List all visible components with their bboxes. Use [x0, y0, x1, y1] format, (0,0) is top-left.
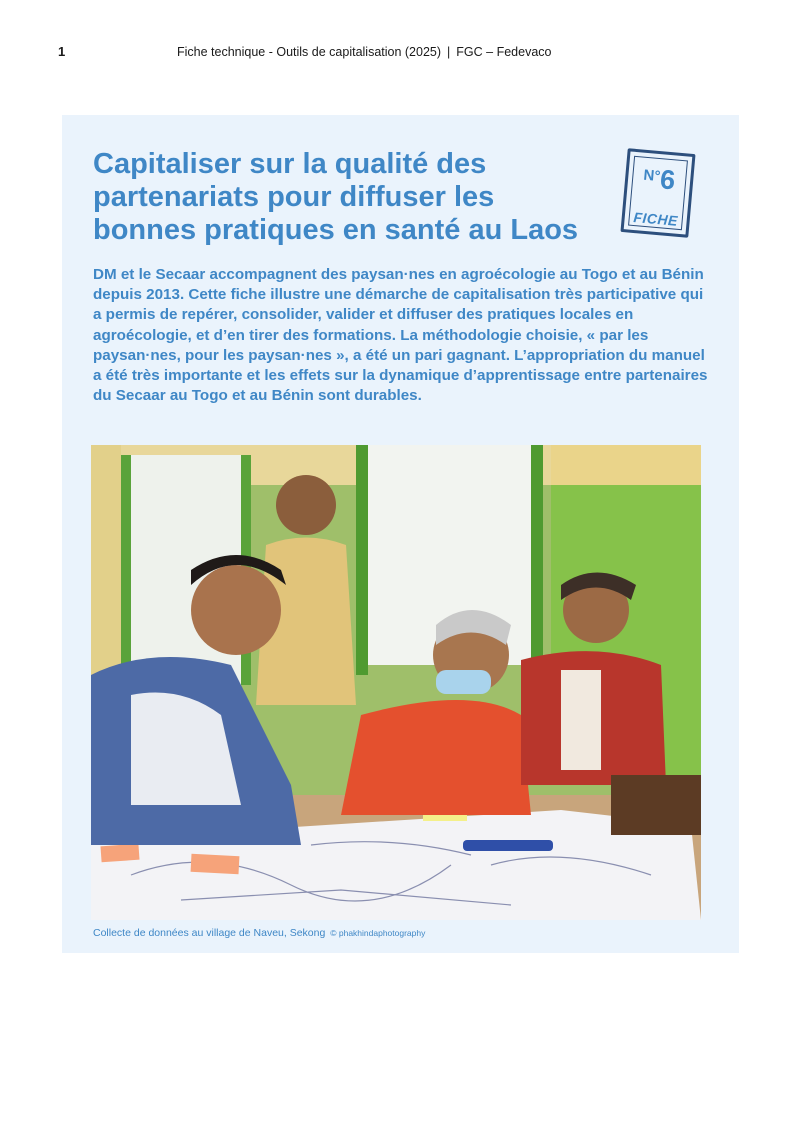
- header-organizations: FGC – Fedevaco: [456, 45, 552, 59]
- page-number: 1: [58, 44, 66, 59]
- running-title: Fiche technique - Outils de capitalisation (2025): [177, 45, 442, 59]
- fiche-card: [62, 115, 739, 953]
- header-separator: |: [447, 45, 451, 59]
- caption-text: Collecte de données au village de Naveu, Sekong: [93, 927, 326, 939]
- running-header: [177, 45, 551, 59]
- fiche-intro: DM et le Secaar accompagnent des paysan·nes en agroécologie au Togo et au Bénin depuis 2013. Cette fiche illustre une démarche de capitalisation très participative qui a permis de repérer, consolider, valider et diffuser des pratiques locales en agroécologie, et d’en tirer des formations. La méthodologie choisie, « par les paysan·nes, pour les paysan·nes », a été un pari gagnant. L’appropriation du manuel a été très importante et les effets sur la dynamique d’apprentissage entre partenaires du Secaar au Togo et au Bénin sont durables.: [93, 266, 708, 405]
- photo-caption: [93, 927, 425, 939]
- badge-number: [627, 161, 691, 197]
- badge-value: 6: [658, 164, 677, 196]
- badge-label: FICHE: [632, 208, 679, 229]
- badge-prefix: N°: [642, 166, 662, 186]
- fiche-badge: [620, 148, 695, 238]
- fiche-photo: [91, 445, 701, 920]
- photo-illustration: [91, 445, 701, 920]
- photo-credit: © phakhindaphotography: [330, 928, 426, 938]
- fiche-title: Capitaliser sur la qualité des partenariats pour diffuser les bonnes pratiques en santé au Laos: [93, 148, 579, 246]
